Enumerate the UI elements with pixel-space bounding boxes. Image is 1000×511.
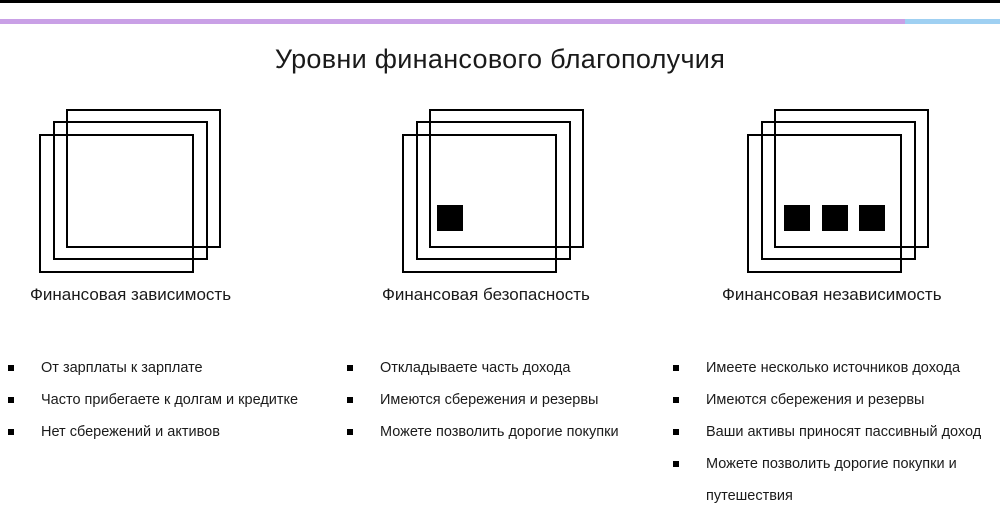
top-border xyxy=(0,0,1000,3)
bullet-square-icon xyxy=(673,429,679,435)
frame-middle xyxy=(54,122,207,259)
asset-block xyxy=(822,205,848,231)
bullet-list-independence xyxy=(673,352,996,511)
empty-frames-icon xyxy=(32,100,232,275)
bullet-square-icon xyxy=(347,397,353,403)
bullet-square-icon xyxy=(673,397,679,403)
frame-front xyxy=(40,135,193,272)
frame-middle xyxy=(417,122,570,259)
bullet-square-icon xyxy=(347,429,353,435)
asset-block xyxy=(784,205,810,231)
list-item: От зарплаты к зарплате xyxy=(8,352,298,384)
bullet-square-icon xyxy=(8,429,14,435)
list-item: Имеете несколько источников дохода xyxy=(673,352,996,384)
bullet-list-dependence xyxy=(8,352,298,448)
list-item: Имеются сбережения и резервы xyxy=(347,384,619,416)
list-item: Имеются сбережения и резервы xyxy=(673,384,996,416)
bullet-square-icon xyxy=(8,365,14,371)
frames-three-blocks-icon xyxy=(740,100,940,275)
list-item: Часто прибегаете к долгам и кредитке xyxy=(8,384,298,416)
bullet-square-icon xyxy=(673,461,679,467)
frames-illustration-security xyxy=(395,100,595,275)
asset-block xyxy=(859,205,885,231)
bullet-square-icon xyxy=(8,397,14,403)
list-item: Можете позволить дорогие покупки и путешествия xyxy=(673,448,996,511)
frames-illustration-dependence xyxy=(32,100,232,275)
frames-one-block-icon xyxy=(395,100,595,275)
level-name-independence: Финансовая независимость xyxy=(722,285,942,304)
list-item: Можете позволить дорогие покупки xyxy=(347,416,619,448)
frame-back xyxy=(67,110,220,247)
frame-front xyxy=(748,135,901,272)
frame-front xyxy=(403,135,556,272)
list-item: Ваши активы приносят пассивный доход xyxy=(673,416,996,448)
frames-illustration-independence xyxy=(740,100,940,275)
level-name-security: Финансовая безопасность xyxy=(382,285,590,304)
list-item: Откладываете часть дохода xyxy=(347,352,619,384)
page-title: Уровни финансового благополучия xyxy=(274,44,726,74)
accent-divider xyxy=(0,19,1000,24)
bullet-square-icon xyxy=(347,365,353,371)
savings-block xyxy=(437,205,463,231)
bullet-square-icon xyxy=(673,365,679,371)
frame-middle xyxy=(762,122,915,259)
bullet-list-security xyxy=(347,352,619,448)
list-item: Нет сбережений и активов xyxy=(8,416,298,448)
level-name-dependence: Финансовая зависимость xyxy=(30,285,232,304)
